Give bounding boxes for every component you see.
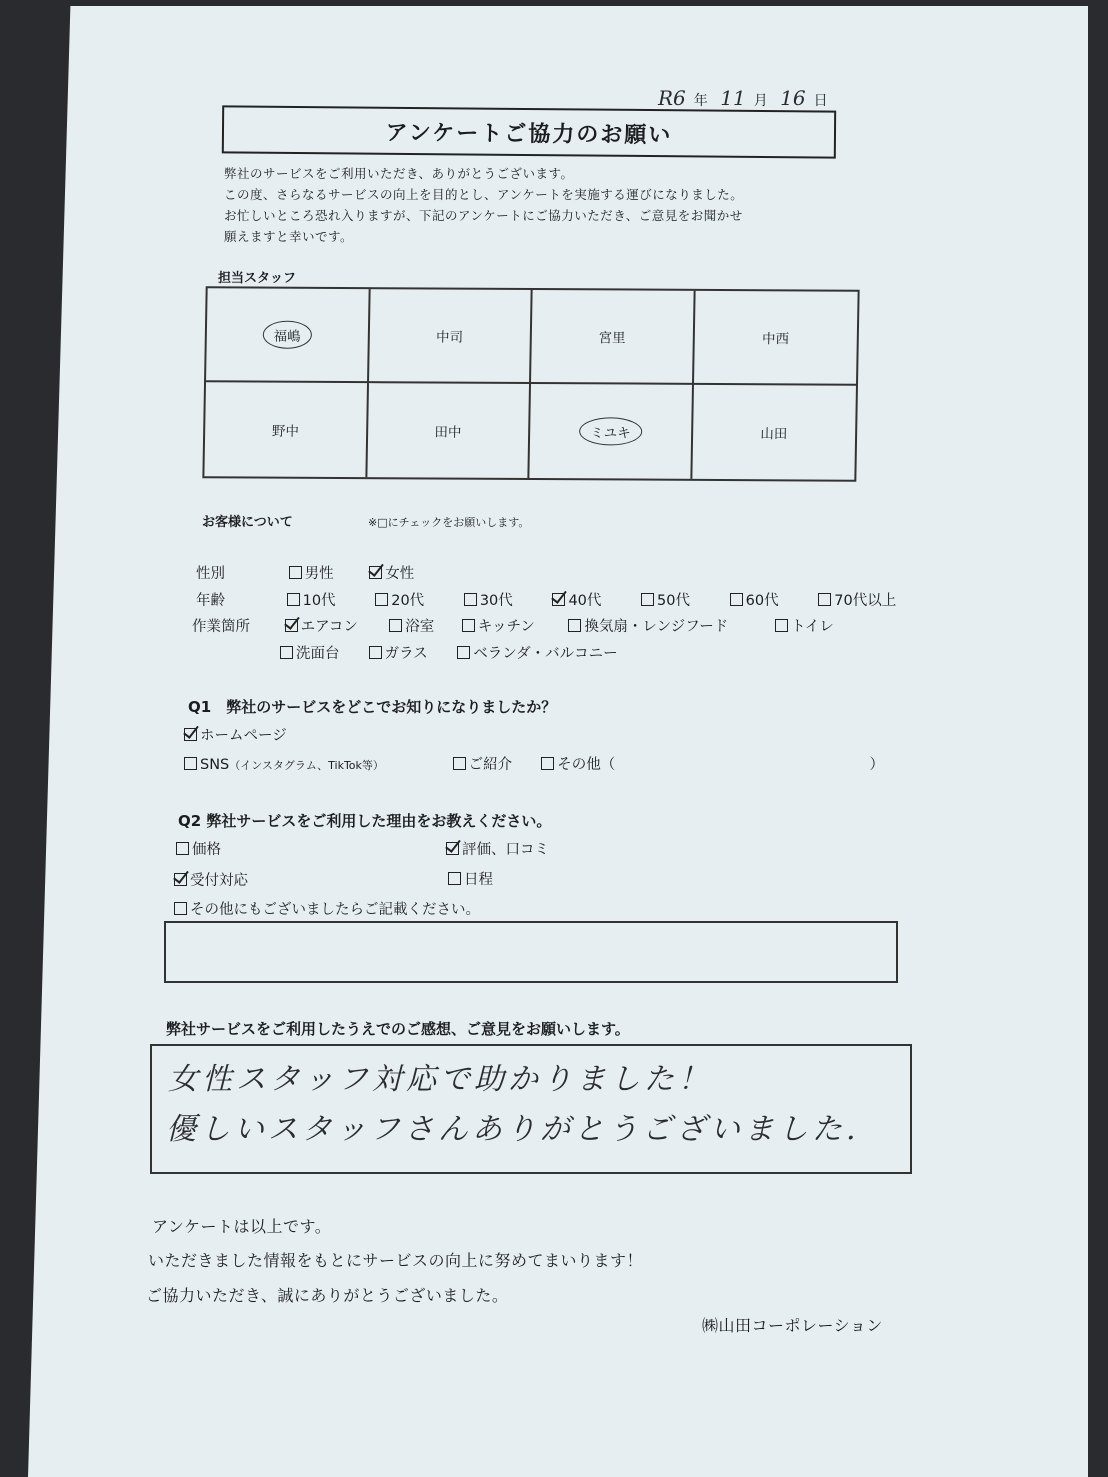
staff-cell[interactable] bbox=[692, 385, 856, 480]
option-label: 価格 bbox=[192, 842, 221, 858]
checkbox[interactable] bbox=[448, 872, 461, 885]
age-option[interactable] bbox=[818, 589, 896, 610]
work-option[interactable] bbox=[285, 615, 373, 636]
gender-option-male[interactable] bbox=[289, 562, 353, 583]
checkbox[interactable] bbox=[287, 593, 300, 606]
staff-name: 田中 bbox=[434, 424, 462, 441]
staff-table bbox=[202, 286, 859, 481]
staff-cell[interactable] bbox=[204, 382, 368, 477]
staff-name: 山田 bbox=[760, 426, 788, 443]
option-label: ホームページ bbox=[200, 728, 287, 744]
comment-line-1: 女性スタッフ対応で助かりました！ bbox=[168, 1062, 712, 1097]
checkbox[interactable] bbox=[176, 842, 189, 855]
option-label: SNS bbox=[200, 757, 230, 773]
option-label: 70代以上 bbox=[834, 593, 897, 609]
q2-other-textbox[interactable] bbox=[164, 921, 898, 983]
intro-line: 願えますと幸いです。 bbox=[224, 229, 354, 244]
checkbox[interactable] bbox=[818, 593, 831, 606]
q2-option-schedule[interactable] bbox=[448, 868, 493, 889]
comment-line-2: 優しいスタッフさんありがとうございました. bbox=[166, 1112, 860, 1147]
option-label: 30代 bbox=[479, 593, 513, 609]
option-label: 男性 bbox=[304, 566, 334, 582]
staff-name: 中司 bbox=[435, 329, 464, 346]
staff-cell[interactable] bbox=[529, 384, 693, 479]
date-day-unit: 日 bbox=[813, 93, 828, 109]
q1-option-sns[interactable] bbox=[184, 757, 436, 773]
q1-question: Q1 弊社のサービスをどこでお知りになりましたか？ bbox=[188, 698, 557, 716]
checkbox[interactable] bbox=[568, 619, 581, 632]
work-option[interactable] bbox=[462, 615, 552, 636]
option-label: 40代 bbox=[568, 593, 602, 609]
option-label: 10代 bbox=[302, 593, 336, 609]
checkbox[interactable] bbox=[453, 757, 466, 770]
gender-label: 性別 bbox=[196, 566, 225, 582]
checkbox-checked[interactable] bbox=[174, 873, 187, 886]
q2-option-price[interactable] bbox=[176, 838, 221, 859]
intro-line: この度、さらなるサービスの向上を目的とし、アンケートを実施する運びになりました。 bbox=[224, 187, 744, 202]
option-label: 換気扇・レンジフード bbox=[584, 619, 729, 635]
intro-line: お忙しいところ恐れ入りますが、下記のアンケートにご協力いただき、ご意見をお聞かせ bbox=[224, 208, 743, 223]
closing-line: ご協力いただき、誠にありがとうございました。 bbox=[146, 1286, 509, 1305]
sns-note: （インスタグラム、TikTok等） bbox=[229, 759, 384, 772]
checkbox[interactable] bbox=[369, 646, 382, 659]
company-name: ㈱山田コーポレーション bbox=[702, 1316, 883, 1335]
checkbox[interactable] bbox=[541, 757, 554, 770]
intro-text bbox=[224, 163, 743, 247]
option-label: 日程 bbox=[464, 872, 493, 888]
customer-label: お客様について bbox=[202, 515, 293, 530]
checkbox-checked[interactable] bbox=[446, 842, 459, 855]
other-close-paren: ） bbox=[869, 757, 884, 773]
option-label: トイレ bbox=[791, 619, 834, 635]
staff-cell[interactable] bbox=[367, 383, 531, 478]
staff-name-circled: 福嶋 bbox=[262, 321, 311, 349]
checkbox[interactable] bbox=[184, 757, 197, 770]
option-label: 評価、口コミ bbox=[462, 842, 549, 858]
gender-row bbox=[196, 562, 426, 583]
customer-note: ※□にチェックをお願いします。 bbox=[368, 516, 530, 529]
staff-name-circled: ミユキ bbox=[579, 417, 642, 445]
checkbox[interactable] bbox=[464, 593, 477, 606]
q2-option-reception[interactable] bbox=[174, 869, 248, 890]
q1-option-homepage[interactable] bbox=[184, 724, 287, 745]
work-option[interactable] bbox=[568, 615, 758, 636]
option-label: ガラス bbox=[384, 646, 428, 662]
checkbox-checked[interactable] bbox=[369, 566, 382, 579]
age-option[interactable] bbox=[375, 589, 447, 610]
option-label: 20代 bbox=[391, 593, 425, 609]
staff-name: 宮里 bbox=[598, 330, 626, 347]
checkbox-checked[interactable] bbox=[552, 593, 565, 606]
staff-cell[interactable] bbox=[693, 291, 857, 386]
comments-label: 弊社サービスをご利用したうえでのご感想、ご意見をお願いします。 bbox=[166, 1020, 630, 1038]
q2-question: Q2 弊社サービスをご利用した理由をお教えください。 bbox=[178, 812, 552, 830]
work-option[interactable] bbox=[280, 642, 352, 663]
date-era-year: R6 bbox=[658, 86, 686, 110]
checkbox[interactable] bbox=[457, 646, 470, 659]
intro-line: 弊社のサービスをご利用いただき、ありがとうございます。 bbox=[224, 166, 574, 181]
option-label: 女性 bbox=[385, 566, 415, 582]
option-label: エアコン bbox=[300, 619, 358, 635]
work-option[interactable] bbox=[775, 615, 834, 636]
age-option[interactable] bbox=[730, 589, 802, 610]
age-option[interactable] bbox=[641, 589, 713, 610]
option-label: 洗面台 bbox=[296, 646, 340, 662]
date-month: 11 bbox=[720, 86, 746, 110]
q2-option-other[interactable] bbox=[174, 898, 480, 919]
age-option[interactable] bbox=[464, 589, 536, 610]
gender-option-female[interactable] bbox=[369, 562, 414, 583]
work-label: 作業箇所 bbox=[192, 619, 250, 635]
q1-option-referral[interactable] bbox=[453, 753, 525, 774]
option-label: その他にもございましたらご記載ください。 bbox=[190, 902, 480, 918]
work-row-2 bbox=[280, 642, 630, 663]
option-label: ベランダ・バルコニー bbox=[473, 646, 618, 662]
checkbox[interactable] bbox=[641, 593, 654, 606]
option-label: キッチン bbox=[477, 619, 535, 635]
q1-option-other[interactable] bbox=[541, 753, 615, 774]
checkbox-checked[interactable] bbox=[184, 728, 197, 741]
option-label: 60代 bbox=[745, 593, 779, 609]
survey-title bbox=[222, 105, 836, 158]
date-month-unit: 月 bbox=[753, 93, 768, 109]
staff-name: 野中 bbox=[271, 423, 300, 440]
closing-line: いただきました情報をもとにサービスの向上に努めてまいります！ bbox=[148, 1251, 644, 1270]
option-label: ご紹介 bbox=[468, 757, 513, 773]
checkbox[interactable] bbox=[280, 646, 293, 659]
staff-name: 中西 bbox=[761, 331, 790, 348]
date bbox=[650, 86, 828, 110]
q2-option-reviews[interactable] bbox=[446, 838, 549, 859]
work-option[interactable] bbox=[389, 615, 445, 636]
checkbox[interactable] bbox=[775, 619, 788, 632]
staff-cell[interactable] bbox=[369, 289, 533, 384]
date-year-unit: 年 bbox=[693, 93, 708, 109]
option-label: 浴室 bbox=[405, 619, 435, 635]
date-day: 16 bbox=[780, 86, 806, 110]
checkbox[interactable] bbox=[730, 593, 743, 606]
work-row-1 bbox=[192, 615, 846, 636]
closing-line: アンケートは以上です。 bbox=[152, 1217, 332, 1236]
age-option[interactable] bbox=[287, 589, 359, 610]
option-label: 受付対応 bbox=[190, 873, 248, 889]
comments-box[interactable] bbox=[150, 1044, 912, 1174]
checkbox[interactable] bbox=[389, 619, 402, 632]
checkbox[interactable] bbox=[375, 593, 388, 606]
checkbox-checked[interactable] bbox=[285, 619, 298, 632]
survey-title-text: アンケートご協力のお願い bbox=[385, 120, 673, 148]
checkbox[interactable] bbox=[174, 902, 187, 915]
checkbox[interactable] bbox=[289, 566, 302, 579]
option-label: その他（ bbox=[557, 757, 616, 773]
age-option[interactable] bbox=[552, 589, 624, 610]
staff-cell[interactable] bbox=[206, 288, 370, 383]
work-option[interactable] bbox=[369, 642, 441, 663]
staff-label: 担当スタッフ bbox=[218, 271, 297, 286]
staff-cell[interactable] bbox=[531, 290, 695, 385]
q1-row-2 bbox=[184, 753, 884, 774]
option-label: 50代 bbox=[657, 593, 690, 609]
work-option[interactable] bbox=[457, 642, 617, 663]
checkbox[interactable] bbox=[462, 619, 475, 632]
age-row bbox=[196, 589, 908, 610]
age-label: 年齢 bbox=[196, 593, 225, 609]
